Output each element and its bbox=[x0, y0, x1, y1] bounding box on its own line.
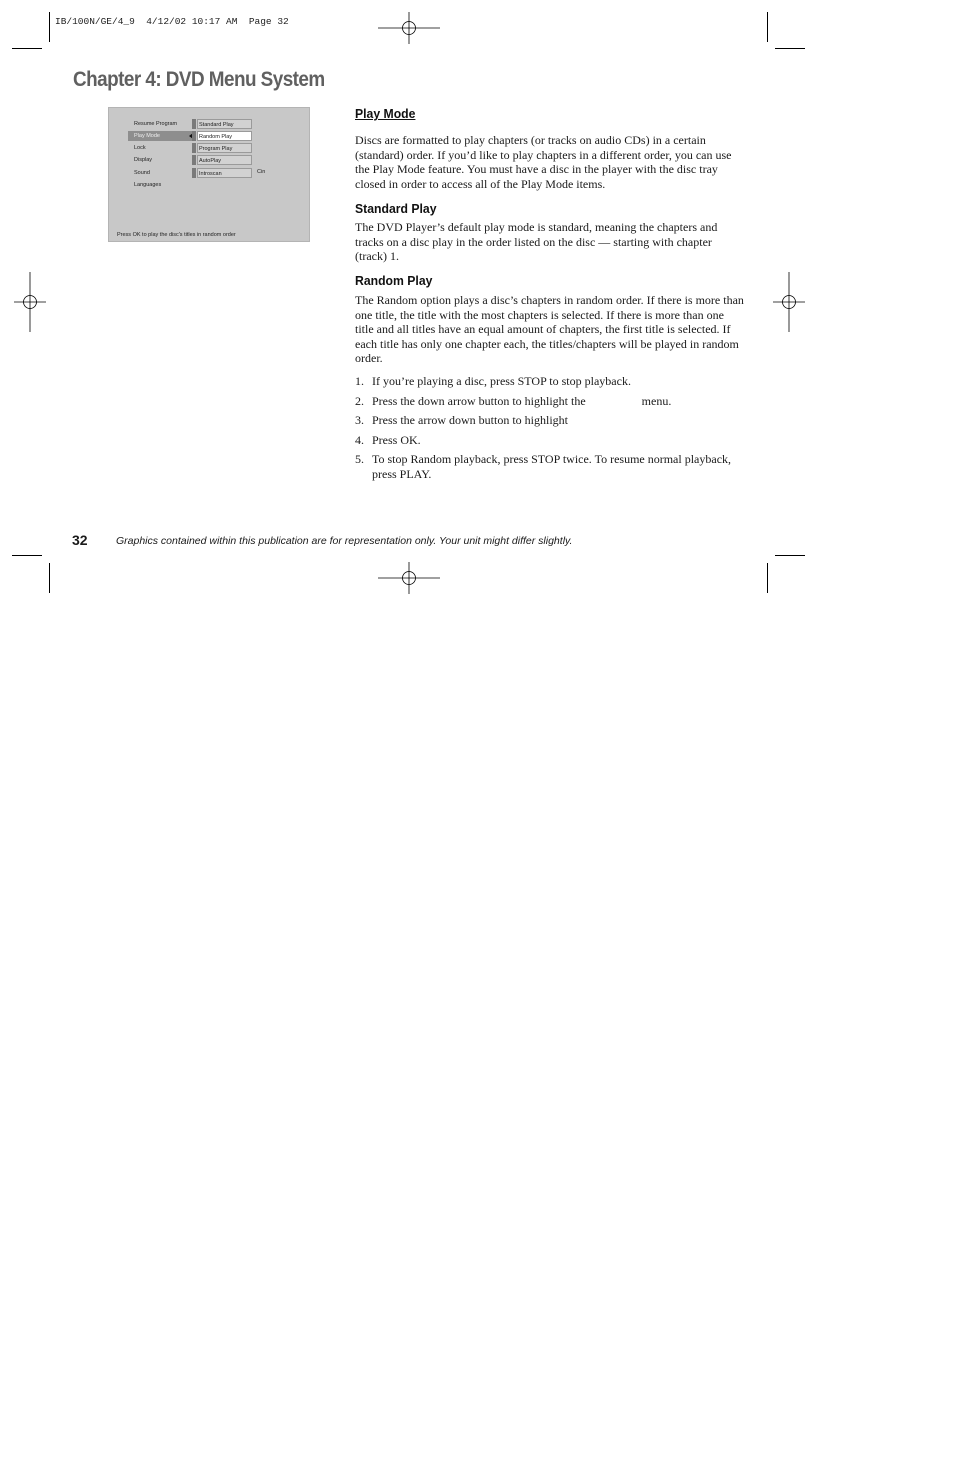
option-introscan: Introscan bbox=[197, 168, 252, 178]
registration-mark-icon bbox=[773, 272, 805, 332]
random-play-text: The Random option plays a disc’s chapters in random order. If there is more than one title, the title with the most chapters is selected. If there is more than one title and all titles have an equal amount of chapters, the first title is selected. If each title has only one chapter each, the titles/chapters will be played in random order. bbox=[355, 293, 744, 366]
option-bar bbox=[192, 131, 196, 141]
menu-screenshot bbox=[108, 107, 310, 242]
menu-item-sound: Sound bbox=[134, 170, 150, 176]
option-bar bbox=[192, 143, 196, 153]
steps-list bbox=[355, 374, 745, 487]
heading-standard-play: Standard Play bbox=[355, 201, 437, 216]
option-program-play: Program Play bbox=[197, 143, 252, 153]
step-text: To stop Random playback, press STOP twice. To resume normal playback, press PLAY. bbox=[372, 452, 732, 481]
step-text: Press OK. bbox=[372, 432, 421, 447]
crop-mark bbox=[49, 12, 50, 42]
menu-item-resume-program: Resume Program bbox=[134, 121, 178, 127]
step-text: Press the down arrow button to highlight the bbox=[372, 393, 586, 408]
registration-mark-icon bbox=[14, 272, 46, 332]
option-random-play: Random Play bbox=[197, 131, 252, 141]
menu-item-languages: Languages bbox=[134, 182, 162, 188]
step-number: 1. bbox=[355, 374, 364, 388]
standard-play-text: The DVD Player’s default play mode is standard, meaning the chapters and tracks on a disc play in the order listed on the disc — starting with chapter (track) 1. bbox=[355, 220, 718, 264]
crop-mark bbox=[767, 12, 768, 42]
option-bar bbox=[192, 119, 196, 129]
option-bar bbox=[192, 168, 196, 178]
menu-extra-text: Cin bbox=[257, 169, 266, 175]
chapter-title: Chapter 4: DVD Menu System bbox=[73, 68, 325, 91]
menu-item-lock: Lock bbox=[134, 145, 146, 151]
menu-hint: Press OK to play the disc's titles in random order bbox=[117, 232, 236, 238]
step-number: 3. bbox=[355, 413, 364, 428]
crop-mark bbox=[12, 555, 42, 556]
heading-random-play: Random Play bbox=[355, 273, 433, 288]
step-item bbox=[355, 413, 745, 428]
step-text-end: menu. bbox=[641, 393, 672, 408]
play-mode-text: Discs are formatted to play chapters (or tracks on audio CDs) in a certain (standard) order. If you’d like to play chapters in a different order, you can use the Play Mode feature. You must have a disc in the player with the disc tray closed in order to access all of the Play Mode items. bbox=[355, 133, 732, 191]
step-number: 5. bbox=[355, 452, 364, 467]
step-number: 2. bbox=[355, 393, 364, 408]
crop-mark bbox=[12, 48, 42, 49]
menu-item-play-mode: Play Mode bbox=[128, 131, 194, 141]
crop-mark bbox=[767, 563, 768, 593]
step-number: 4. bbox=[355, 432, 364, 447]
heading-play-mode: Play Mode bbox=[355, 106, 416, 121]
registration-mark-icon bbox=[378, 562, 440, 594]
option-standard-play: Standard Play bbox=[197, 119, 252, 129]
crop-mark bbox=[775, 48, 805, 49]
crop-mark bbox=[775, 555, 805, 556]
step-item bbox=[355, 374, 745, 389]
step-item bbox=[355, 452, 745, 481]
footer-note: Graphics contained within this publication are for representation only. Your unit might differ slightly. bbox=[116, 535, 573, 547]
step-text: If you’re playing a disc, press STOP to stop playback. bbox=[372, 374, 631, 388]
step-text: Press the arrow down button to highlight bbox=[372, 413, 568, 428]
menu-item-display: Display bbox=[134, 157, 153, 163]
step-item bbox=[355, 394, 745, 409]
printer-slug: IB/100N/GE/4_9 4/12/02 10:17 AM Page 32 bbox=[55, 16, 289, 27]
registration-mark-icon bbox=[378, 12, 440, 44]
option-bar bbox=[192, 155, 196, 165]
option-autoplay: AutoPlay bbox=[197, 155, 252, 165]
crop-mark bbox=[49, 563, 50, 593]
page-number: 32 bbox=[72, 532, 88, 548]
step-item bbox=[355, 433, 745, 448]
